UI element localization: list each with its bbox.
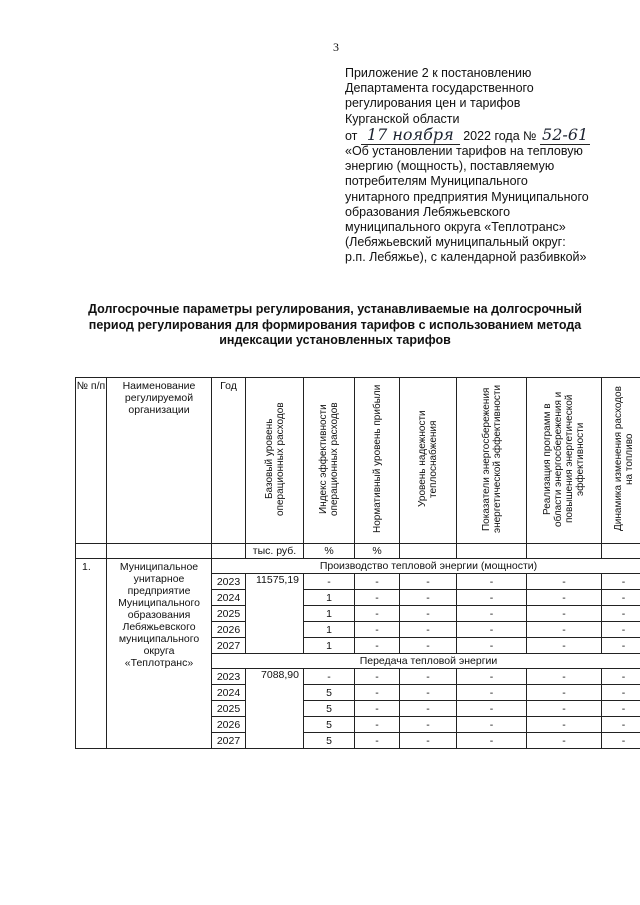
appendix-date-line <box>345 124 635 144</box>
page-number: 3 <box>333 40 339 54</box>
cell-reliability: - <box>400 717 457 733</box>
cell-profit: - <box>355 685 400 701</box>
header-programs: Реализация программ в области энергосбережения и повышения энергетической эффективности <box>527 378 602 544</box>
cell-year: 2025 <box>212 701 246 717</box>
cell-year: 2027 <box>212 638 246 654</box>
parameters-table <box>75 377 640 749</box>
cell-reliability: - <box>400 622 457 638</box>
header-num: № п/п <box>76 378 107 544</box>
cell-programs: - <box>527 669 602 685</box>
cell-year: 2024 <box>212 590 246 606</box>
handwritten-date: 17 ноября <box>361 125 460 145</box>
cell-profit: - <box>355 701 400 717</box>
cell-reliability: - <box>400 590 457 606</box>
appendix-line: Департамента государственного <box>345 81 534 96</box>
org-name <box>107 559 212 749</box>
cell-profit: - <box>355 590 400 606</box>
cell-energy-saving: - <box>457 590 527 606</box>
cell-reliability: - <box>400 638 457 654</box>
cell-programs: - <box>527 701 602 717</box>
cell-year: 2027 <box>212 733 246 749</box>
appendix-line: Курганской области <box>345 111 460 126</box>
org-number: 1. <box>76 559 107 749</box>
cell-year: 2024 <box>212 685 246 701</box>
cell-fuel: - <box>602 685 640 701</box>
unit-index: % <box>304 544 355 559</box>
cell-energy-saving: - <box>457 622 527 638</box>
org-name-line: муниципального <box>118 633 200 645</box>
cell-fuel: - <box>602 733 640 749</box>
appendix-subject-line: потребителям Муниципального <box>345 174 528 189</box>
date-suffix: 2022 года № <box>463 128 537 143</box>
cell-energy-saving: - <box>457 733 527 749</box>
cell-fuel: - <box>602 717 640 733</box>
cell-energy-saving: - <box>457 685 527 701</box>
cell-fuel: - <box>602 574 640 590</box>
cell-programs: - <box>527 638 602 654</box>
cell-index: 1 <box>304 638 355 654</box>
header-energy-saving: Показатели энергосбережения энергетической эффективности <box>457 378 527 544</box>
cell-index: 5 <box>304 701 355 717</box>
cell-profit: - <box>355 638 400 654</box>
cell-index: - <box>304 669 355 685</box>
cell-year: 2023 <box>212 669 246 685</box>
cell-fuel: - <box>602 622 640 638</box>
document-title <box>70 302 600 349</box>
cell-index: 1 <box>304 622 355 638</box>
section-row <box>76 559 640 574</box>
title-line: период регулирования для формирования тарифов с использованием метода <box>88 317 582 332</box>
handwritten-number: 52-61 <box>542 124 589 144</box>
cell-energy-saving: - <box>457 701 527 717</box>
cell-reliability: - <box>400 574 457 590</box>
header-index: Индекс эффективности операционных расходов <box>304 378 355 544</box>
appendix-block <box>345 66 635 266</box>
cell-year: 2023 <box>212 574 246 590</box>
org-name-line: «Теплотранс» <box>124 657 194 669</box>
cell-index: - <box>304 574 355 590</box>
appendix-line: регулирования цен и тарифов <box>345 96 521 111</box>
cell-energy-saving: - <box>457 638 527 654</box>
cell-energy-saving: - <box>457 669 527 685</box>
appendix-subject-line: энергию (мощность), поставляемую <box>345 159 555 174</box>
cell-year: 2026 <box>212 622 246 638</box>
cell-fuel: - <box>602 669 640 685</box>
cell-programs: - <box>527 574 602 590</box>
appendix-subject-line: унитарного предприятия Муниципального <box>345 189 589 204</box>
units-row <box>76 544 640 559</box>
cell-profit: - <box>355 622 400 638</box>
cell-fuel: - <box>602 590 640 606</box>
title-line: Долгосрочные параметры регулирования, устанавливаемые на долгосрочный <box>88 302 582 316</box>
cell-programs: - <box>527 622 602 638</box>
cell-reliability: - <box>400 701 457 717</box>
cell-index: 5 <box>304 733 355 749</box>
table-header-row <box>76 378 640 544</box>
cell-base: 11575,19 <box>246 574 304 654</box>
appendix-line: Приложение 2 к постановлению <box>345 66 532 80</box>
cell-reliability: - <box>400 685 457 701</box>
cell-programs: - <box>527 733 602 749</box>
header-reliability: Уровень надежности теплоснабжения <box>400 378 457 544</box>
cell-programs: - <box>527 590 602 606</box>
org-name-line: Муниципального <box>118 597 200 609</box>
org-name-line: округа <box>143 645 175 657</box>
header-year: Год <box>212 378 246 544</box>
cell-fuel: - <box>602 638 640 654</box>
cell-profit: - <box>355 606 400 622</box>
cell-fuel: - <box>602 606 640 622</box>
date-prefix: от <box>345 128 358 143</box>
cell-energy-saving: - <box>457 717 527 733</box>
cell-base: 7088,90 <box>246 669 304 749</box>
header-name: Наименование регулируемой организации <box>107 378 212 544</box>
cell-programs: - <box>527 606 602 622</box>
cell-reliability: - <box>400 606 457 622</box>
cell-profit: - <box>355 669 400 685</box>
cell-index: 1 <box>304 590 355 606</box>
title-line: индексации установленных тарифов <box>219 333 451 347</box>
cell-profit: - <box>355 717 400 733</box>
cell-energy-saving: - <box>457 574 527 590</box>
section-title: Передача тепловой энергии <box>212 654 640 669</box>
org-name-line: Муниципальное <box>119 561 199 573</box>
cell-reliability: - <box>400 733 457 749</box>
unit-base: тыс. руб. <box>246 544 304 559</box>
header-base: Базовый уровень операционных расходов <box>246 378 304 544</box>
org-name-line: предприятие <box>127 585 191 597</box>
cell-energy-saving: - <box>457 606 527 622</box>
cell-programs: - <box>527 717 602 733</box>
header-fuel: Динамика изменения расходов на топливо <box>602 378 640 544</box>
org-name-line: образования <box>127 609 191 621</box>
appendix-subject-line: «Об установлении тарифов на тепловую <box>345 144 583 159</box>
appendix-subject-line: р.п. Лебяжье), с календарной разбивкой» <box>345 250 587 265</box>
appendix-subject-line: муниципального округа «Теплотранс» <box>345 220 566 235</box>
cell-index: 1 <box>304 606 355 622</box>
org-name-line: Лебяжьевского <box>122 621 196 633</box>
cell-index: 5 <box>304 685 355 701</box>
cell-reliability: - <box>400 669 457 685</box>
cell-year: 2025 <box>212 606 246 622</box>
appendix-subject-line: (Лебяжьевский муниципальный округ: <box>345 235 566 250</box>
header-profit: Нормативный уровень прибыли <box>355 378 400 544</box>
org-name-line: унитарное <box>133 573 185 585</box>
cell-profit: - <box>355 733 400 749</box>
cell-programs: - <box>527 685 602 701</box>
cell-year: 2026 <box>212 717 246 733</box>
appendix-subject-line: образования Лебяжьевского <box>345 204 511 219</box>
cell-fuel: - <box>602 701 640 717</box>
unit-profit: % <box>355 544 400 559</box>
cell-index: 5 <box>304 717 355 733</box>
section-title: Производство тепловой энергии (мощности) <box>212 559 640 574</box>
cell-profit: - <box>355 574 400 590</box>
